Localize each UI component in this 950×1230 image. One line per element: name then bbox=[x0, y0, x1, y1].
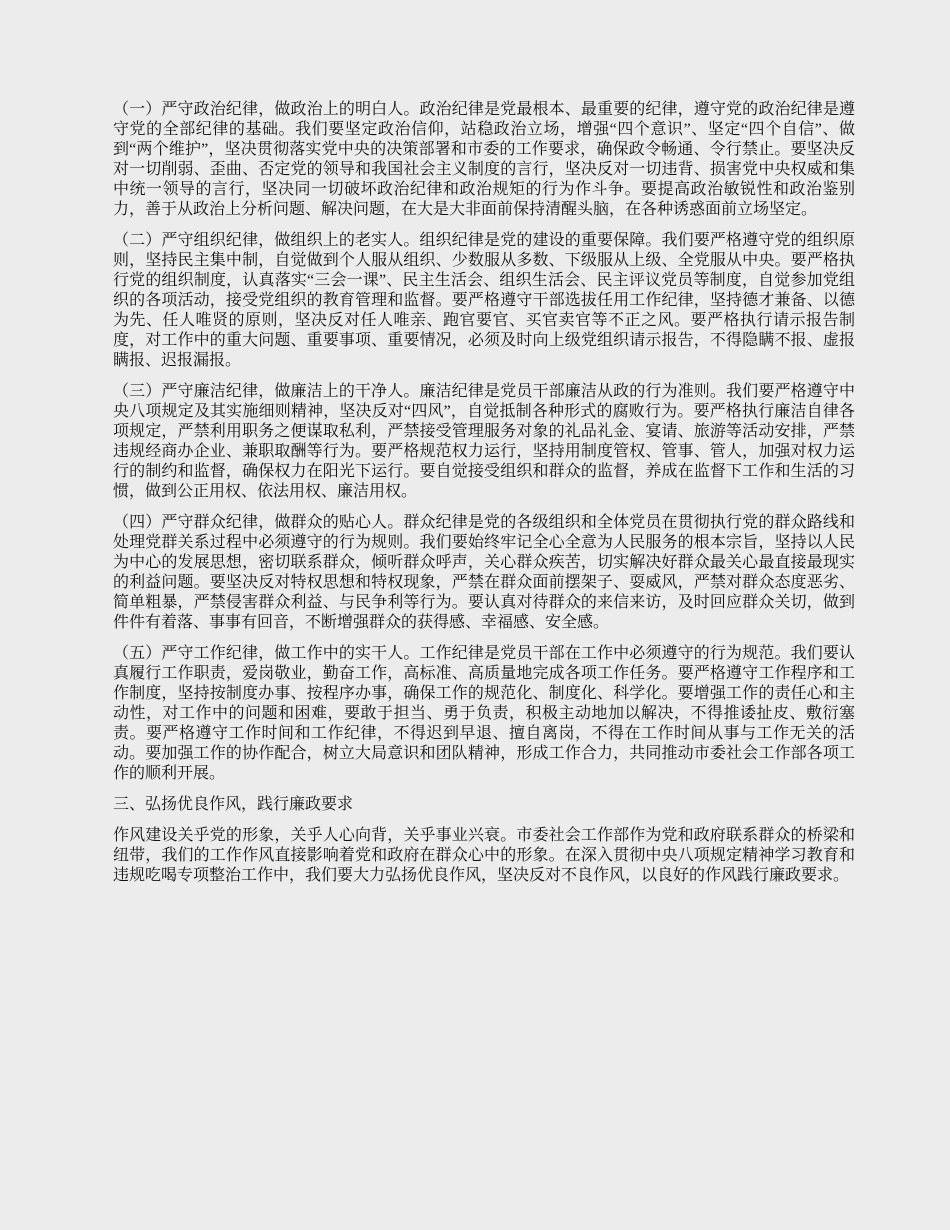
paragraph-discipline-organizational: （二）严守组织纪律，做组织上的老实人。组织纪律是党的建设的重要保障。我们要严格遵守党的组织原则，坚持民主集中制，自觉做到个人服从组织、少数服从多数、下级服从上级、全党服从中央。要严格执行党的组织制度，认真落实“三会一课”、民主生活会、组织生活会、民主评议党员等制度，自觉参加党组织的各项活动，接受党组织的教育管理和监督。要严格遵守干部选拔任用工作纪律，坚持德才兼备、以德为先、任人唯贤的原则，坚决反对任人唯亲、跑官要官、买官卖官等不正之风。要严格执行请示报告制度，对工作中的重大问题、重要事项、重要情况，必须及时向上级党组织请示报告，不得隐瞒不报、虚报瞒报、迟报漏报。 bbox=[113, 232, 855, 369]
paragraph-discipline-masses: （四）严守群众纪律，做群众的贴心人。群众纪律是党的各级组织和全体党员在贯彻执行党的群众路线和处理党群关系过程中必须遵守的行为规则。我们要始终牢记全心全意为人民服务的根本宗旨，坚持以人民为中心的发展思想，密切联系群众，倾听群众呼声，关心群众疾苦，切实解决好群众最关心最直接最现实的利益问题。要坚决反对特权思想和特权现象，严禁在群众面前摆架子、耍威风，严禁对群众态度恶劣、简单粗暴，严禁侵害群众利益、与民争利等行为。要认真对待群众的来信来访，及时回应群众关切，做到件件有着落、事事有回音，不断增强群众的获得感、幸福感、安全感。 bbox=[113, 514, 855, 631]
paragraph-discipline-political: （一）严守政治纪律，做政治上的明白人。政治纪律是党最根本、最重要的纪律，遵守党的政治纪律是遵守党的全部纪律的基础。我们要坚定政治信仰，站稳政治立场，增强“四个意识”、坚定“四个自信”、做到“两个维护”，坚决贯彻落实党中央的决策部署和市委的工作要求，确保政令畅通、令行禁止。要坚决反对一切削弱、歪曲、否定党的领导和我国社会主义制度的言行，坚决反对一切违背、损害党中央权威和集中统一领导的言行，坚决同一切破坏政治纪律和政治规矩的行为作斗争。要提高政治敏锐性和政治鉴别力，善于从政治上分析问题、解决问题，在大是大非面前保持清醒头脑，在各种诱惑面前立场坚定。 bbox=[113, 101, 855, 218]
paragraph-discipline-integrity: （三）严守廉洁纪律，做廉洁上的干净人。廉洁纪律是党员干部廉洁从政的行为准则。我们要严格遵守中央八项规定及其实施细则精神，坚决反对“四风”，自觉抵制各种形式的腐败行为。要严格执行廉洁自律各项规定，严禁利用职务之便谋取私利，严禁接受管理服务对象的礼品礼金、宴请、旅游等活动安排，严禁违规经商办企业、兼职取酬等行为。要严格规范权力运行，坚持用制度管权、管事、管人，加强对权力运行的制约和监督，确保权力在阳光下运行。要自觉接受组织和群众的监督，养成在监督下工作和生活的习惯，做到公正用权、依法用权、廉洁用权。 bbox=[113, 383, 855, 500]
paragraph-discipline-work: （五）严守工作纪律，做工作中的实干人。工作纪律是党员干部在工作中必须遵守的行为规范。我们要认真履行工作职责，爱岗敬业，勤奋工作，高标准、高质量地完成各项工作任务。要严格遵守工作程序和工作制度，坚持按制度办事、按程序办事，确保工作的规范化、制度化、科学化。要增强工作的责任心和主动性，对工作中的问题和困难，要敢于担当、勇于负责，积极主动地加以解决，不得推诿扯皮、敷衍塞责。要严格遵守工作时间和工作纪律，不得迟到早退、擅自离岗，不得在工作时间从事与工作无关的活动。要加强工作的协作配合，树立大局意识和团队精神，形成工作合力，共同推动市委社会工作部各项工作的顺利开展。 bbox=[113, 645, 855, 782]
paragraph-work-style: 作风建设关乎党的形象，关乎人心向背，关乎事业兴衰。市委社会工作部作为党和政府联系群众的桥梁和纽带，我们的工作作风直接影响着党和政府在群众心中的形象。在深入贯彻中央八项规定精神学习教育和违规吃喝专项整治工作中，我们要大力弘扬优良作风，坚决反对不良作风，以良好的作风践行廉政要求。 bbox=[113, 827, 855, 884]
section-heading-work-style: 三、弘扬优良作风，践行廉政要求 bbox=[113, 796, 354, 813]
